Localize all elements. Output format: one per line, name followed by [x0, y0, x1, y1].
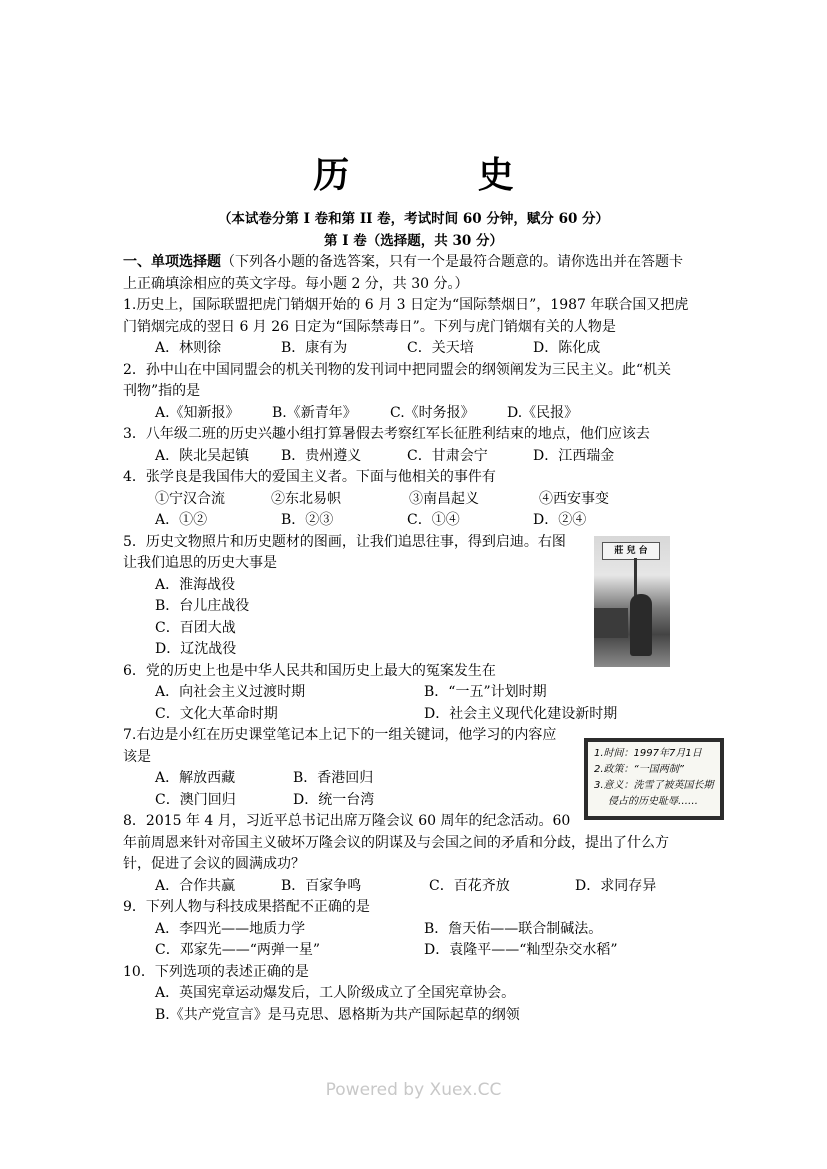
option-b: B．詹天佑——联合制碱法。 [424, 920, 603, 937]
question-2-options [123, 402, 723, 424]
item-2: ②东北易帜 [271, 490, 341, 507]
question-5-line-2: 让我们追思的历史大事是 [123, 555, 277, 571]
question-9-line-1: 9．下列人物与科技成果搭配不正确的是 [123, 899, 370, 915]
question-2-line-2: 刊物”指的是 [123, 383, 201, 399]
option-c: C．文化大革命时期 [155, 705, 278, 722]
option-d: D．江西瑞金 [533, 447, 615, 464]
option-a: A．林则徐 [155, 340, 222, 356]
train-shape [594, 608, 628, 638]
option-d: D．求同存异 [575, 877, 657, 894]
question-3-options [123, 445, 723, 467]
exam-info: （本试卷分第 I 卷和第 II 卷，考试时间 60 分钟，赋分 60 分） [217, 211, 610, 227]
section-head: 一、单项选择题 [123, 254, 221, 270]
option-d: D．②④ [533, 512, 587, 528]
option-c: C．澳门回归 [155, 791, 236, 808]
option-c: C．甘肃会宁 [407, 447, 488, 464]
question-7-line-2: 该是 [123, 748, 151, 765]
photo-sign: 莊 兒 台 [602, 542, 660, 560]
question-6-line-1: 6．党的历史上也是中华人民共和国历史上最大的冤案发生在 [123, 662, 496, 679]
note-line-2: 2.政策：“一国两制” [594, 764, 684, 775]
question-1-line-2: 门销烟完成的翌日 6 月 26 日定为“国际禁毒日”。下列与虎门销烟有关的人物是 [123, 318, 616, 335]
item-4: ④西安事变 [539, 490, 609, 507]
section-desc-1: （下列各小题的备选答案，只有一个是最符合题意的。请你选出并在答题卡 [221, 254, 683, 270]
question-2-line-1: 2．孙中山在中国同盟会的机关刊物的发刊词中把同盟会的纲领阐发为三民主义。此“机关 [123, 361, 672, 378]
option-d: D．统一台湾 [293, 791, 375, 808]
question-9-options-ab [123, 918, 723, 940]
option-c: C.《时务报》 [390, 404, 475, 421]
item-3: ③南昌起义 [409, 490, 479, 507]
option-b: B.《共产党宣言》是马克思、恩格斯为共产国际起草的纲领 [155, 1006, 520, 1023]
option-a: A．陕北吴起镇 [155, 447, 250, 464]
historical-photo [594, 536, 670, 667]
section-volume-title: 第 I 卷（选择题，共 30 分） [324, 233, 503, 249]
option-a: A．合作共赢 [155, 877, 236, 894]
option-a: A.《知新报》 [155, 404, 240, 421]
option-d: D.《民报》 [507, 404, 579, 421]
option-a: A．淮海战役 [155, 576, 236, 593]
option-a: A．李四光——地质力学 [155, 920, 306, 937]
notebook-photo [584, 738, 724, 820]
question-6-options-cd [123, 703, 723, 725]
option-a: A．解放西藏 [155, 770, 236, 786]
page-title: 历 史 [313, 154, 572, 196]
sign-pole [634, 558, 637, 598]
item-1: ①宁汉合流 [155, 490, 225, 507]
question-6-options-ab [123, 681, 723, 703]
option-a: A．英国宪章运动爆发后，工人阶级成立了全国宪章协会。 [155, 985, 516, 1001]
note-line-1: 1.时间：1997年7月1日 [594, 748, 702, 759]
option-d: D．袁隆平——“籼型杂交水稻” [424, 942, 618, 958]
question-5-line-1: 5．历史文物照片和历史题材的图画，让我们追思往事，得到启迪。右图 [123, 533, 566, 550]
option-c: C．邓家先——“两弹一星” [155, 942, 321, 958]
question-10-line-1: 10．下列选项的表述正确的是 [123, 963, 309, 980]
question-9-options-cd [123, 939, 723, 961]
option-b: B．“一五”计划时期 [424, 684, 547, 700]
question-1-line-1: 1.历史上，国际联盟把虎门销烟开始的 6 月 3 日定为“国际禁烟日”，1987 年联合国又把虎 [123, 297, 689, 313]
question-8-options [123, 875, 723, 897]
option-b: B．②③ [281, 512, 334, 528]
question-4-items [123, 488, 723, 510]
watermark-footer: Powered by Xuex.CC [325, 1080, 502, 1100]
question-4-options [123, 509, 723, 531]
option-b: B．康有为 [281, 340, 348, 356]
question-4-line-1: 4．张学良是我国伟大的爱国主义者。下面与他相关的事件有 [123, 469, 496, 485]
option-b: B．台儿庄战役 [155, 598, 250, 614]
option-c: C．百团大战 [155, 619, 236, 636]
note-line-3: 3.意义：洗雪了被英国长期 [594, 780, 714, 791]
option-b: B．香港回归 [293, 770, 374, 786]
option-d: D．辽沈战役 [155, 641, 237, 657]
option-a: A．向社会主义过渡时期 [155, 684, 306, 700]
section-heading [123, 251, 723, 273]
question-8-line-3: 针，促进了会议的圆满成功？ [123, 856, 305, 872]
option-a: A．①② [155, 512, 208, 528]
note-line-4: 侵占的历史耻辱…… [608, 796, 698, 807]
option-b: B．百家争鸣 [281, 877, 362, 894]
option-d: D．陈化成 [533, 340, 601, 356]
option-c: C．①④ [407, 512, 460, 528]
question-7-line-1: 7.右边是小红在历史课堂笔记本上记下的一组关键词，他学习的内容应 [123, 727, 557, 743]
question-1-options [123, 337, 723, 359]
option-d: D．社会主义现代化建设新时期 [424, 705, 618, 722]
handwritten-note [588, 742, 720, 816]
option-b: B．贵州遵义 [281, 447, 362, 464]
question-8-line-2: 年前周恩来针对帝国主义破坏万隆会议的阴谋及与会国之间的矛盾和分歧，提出了什么方 [123, 834, 669, 851]
soldier-figure [630, 594, 652, 656]
option-c: C．关天培 [407, 340, 474, 356]
question-3-line-1: 3．八年级二班的历史兴趣小组打算暑假去考察红军长征胜利结束的地点，他们应该去 [123, 426, 650, 442]
option-b: B.《新青年》 [272, 404, 357, 421]
question-8-line-1: 8．2015 年 4 月，习近平总书记出席万隆会议 60 周年的纪念活动。60 [123, 813, 571, 829]
option-c: C．百花齐放 [429, 877, 510, 894]
section-desc-2: 上正确填涂相应的英文字母。每小题 2 分，共 30 分。） [123, 275, 469, 292]
